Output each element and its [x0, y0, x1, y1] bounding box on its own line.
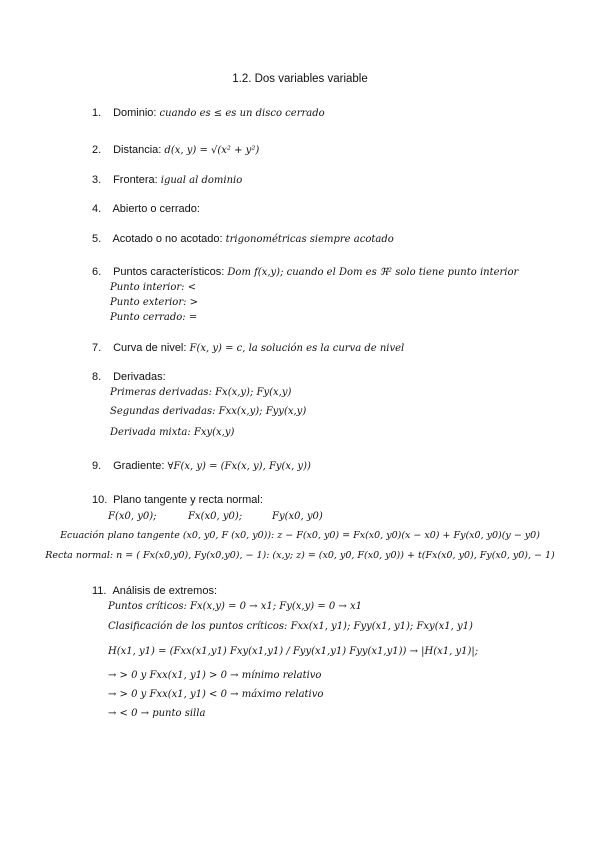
point-value: Fy(x0, y0): [272, 511, 323, 522]
item-number: 7.: [92, 342, 102, 354]
item-label: Abierto o cerrado:: [112, 203, 200, 215]
list-item: [92, 370, 166, 384]
item-formula: d(x, y) = √(x² + y²): [164, 145, 260, 156]
list-item: [92, 265, 518, 280]
critical-points: Puntos críticos: Fx(x,y) = 0 → x1; Fy(x,y) = 0 → x1: [108, 601, 362, 612]
list-item: [92, 459, 311, 474]
item-label: Acotado o no acotado:: [112, 233, 223, 245]
rule-line: → > 0 y Fxx(x1, y1) < 0 → máximo relativo: [108, 689, 324, 700]
item-number: 5.: [92, 233, 102, 245]
list-item: [92, 493, 263, 507]
item-label: Distancia:: [113, 144, 162, 156]
item-number: 1.: [92, 107, 102, 119]
item-formula: ∀F(x, y) = (Fx(x, y), Fy(x, y)): [167, 461, 311, 472]
list-item: [92, 341, 404, 356]
item-number: 11.: [92, 585, 107, 597]
item-number: 10.: [92, 494, 108, 506]
item-label: Plano tangente y recta normal:: [113, 494, 263, 506]
item-label: Gradiente:: [113, 460, 165, 472]
rule-line: → > 0 y Fxx(x1, y1) > 0 → mínimo relativo: [108, 670, 322, 681]
list-item: [92, 143, 259, 158]
page-title: 1.2. Dos variables variable: [232, 73, 368, 85]
list-item: [92, 173, 242, 188]
item-number: 8.: [92, 371, 102, 383]
item-label: Derivadas:: [113, 371, 166, 383]
sub-line: Punto interior: <: [110, 282, 197, 293]
hessian-formula: H(x1, y1) = (Fxx(x1,y1) Fxy(x1,y1) / Fyy(x1,y1) Fyy(x1,y1)) → |H(x1, y1)|;: [108, 646, 479, 657]
item-label: Dominio:: [113, 107, 157, 119]
point-value: Fx(x0, y0);: [188, 511, 243, 522]
point-value: F(x0, y0);: [108, 511, 157, 522]
item-label: Análisis de extremos:: [112, 585, 217, 597]
item-formula: trigonométricas siempre acotado: [225, 234, 394, 245]
sub-line: Punto exterior: >: [110, 297, 199, 308]
item-label: Frontera:: [113, 174, 158, 186]
item-formula: Dom f(x,y); cuando el Dom es ℜ² solo tiene punto interior: [227, 267, 519, 278]
list-item: [92, 584, 217, 598]
normal-line-equation: Recta normal: n = ( Fx(x0,y0), Fy(x0,y0), − 1): (x,y; z) = (x0, y0, F(x0, y0)) + t(Fx(x0, y0), Fy(x0, y0), − 1): [45, 550, 555, 561]
item-label: Puntos característicos:: [113, 266, 225, 278]
tangent-plane-equation: Ecuación plano tangente (x0, y0, F (x0, y0)): z − F(x0, y0) = Fx(x0, y0)(x − x0) + Fy(x0, y0)(y − y0): [60, 530, 540, 541]
sub-line: Punto cerrado: =: [110, 312, 198, 323]
item-number: 4.: [92, 203, 102, 215]
item-number: 2.: [92, 144, 102, 156]
list-item: [92, 106, 325, 121]
item-number: 9.: [92, 460, 102, 472]
item-formula: F(x, y) = c, la solución es la curva de nivel: [189, 343, 405, 354]
sub-line: Derivada mixta: Fxy(x,y): [110, 427, 235, 438]
list-item: [92, 202, 200, 216]
classification: Clasificación de los puntos críticos: Fxx(x1, y1); Fyy(x1, y1); Fxy(x1, y1): [108, 621, 473, 632]
item-formula: igual al dominio: [160, 175, 243, 186]
rule-line: → < 0 → punto silla: [108, 708, 206, 719]
sub-line: Primeras derivadas: Fx(x,y); Fy(x,y): [110, 387, 292, 398]
sub-line: Segundas derivadas: Fxx(x,y); Fyy(x,y): [110, 406, 307, 417]
item-formula: cuando es ≤ es un disco cerrado: [159, 108, 325, 119]
item-number: 6.: [92, 266, 102, 278]
item-label: Curva de nivel:: [113, 342, 187, 354]
list-item: [92, 232, 394, 247]
item-number: 3.: [92, 174, 102, 186]
